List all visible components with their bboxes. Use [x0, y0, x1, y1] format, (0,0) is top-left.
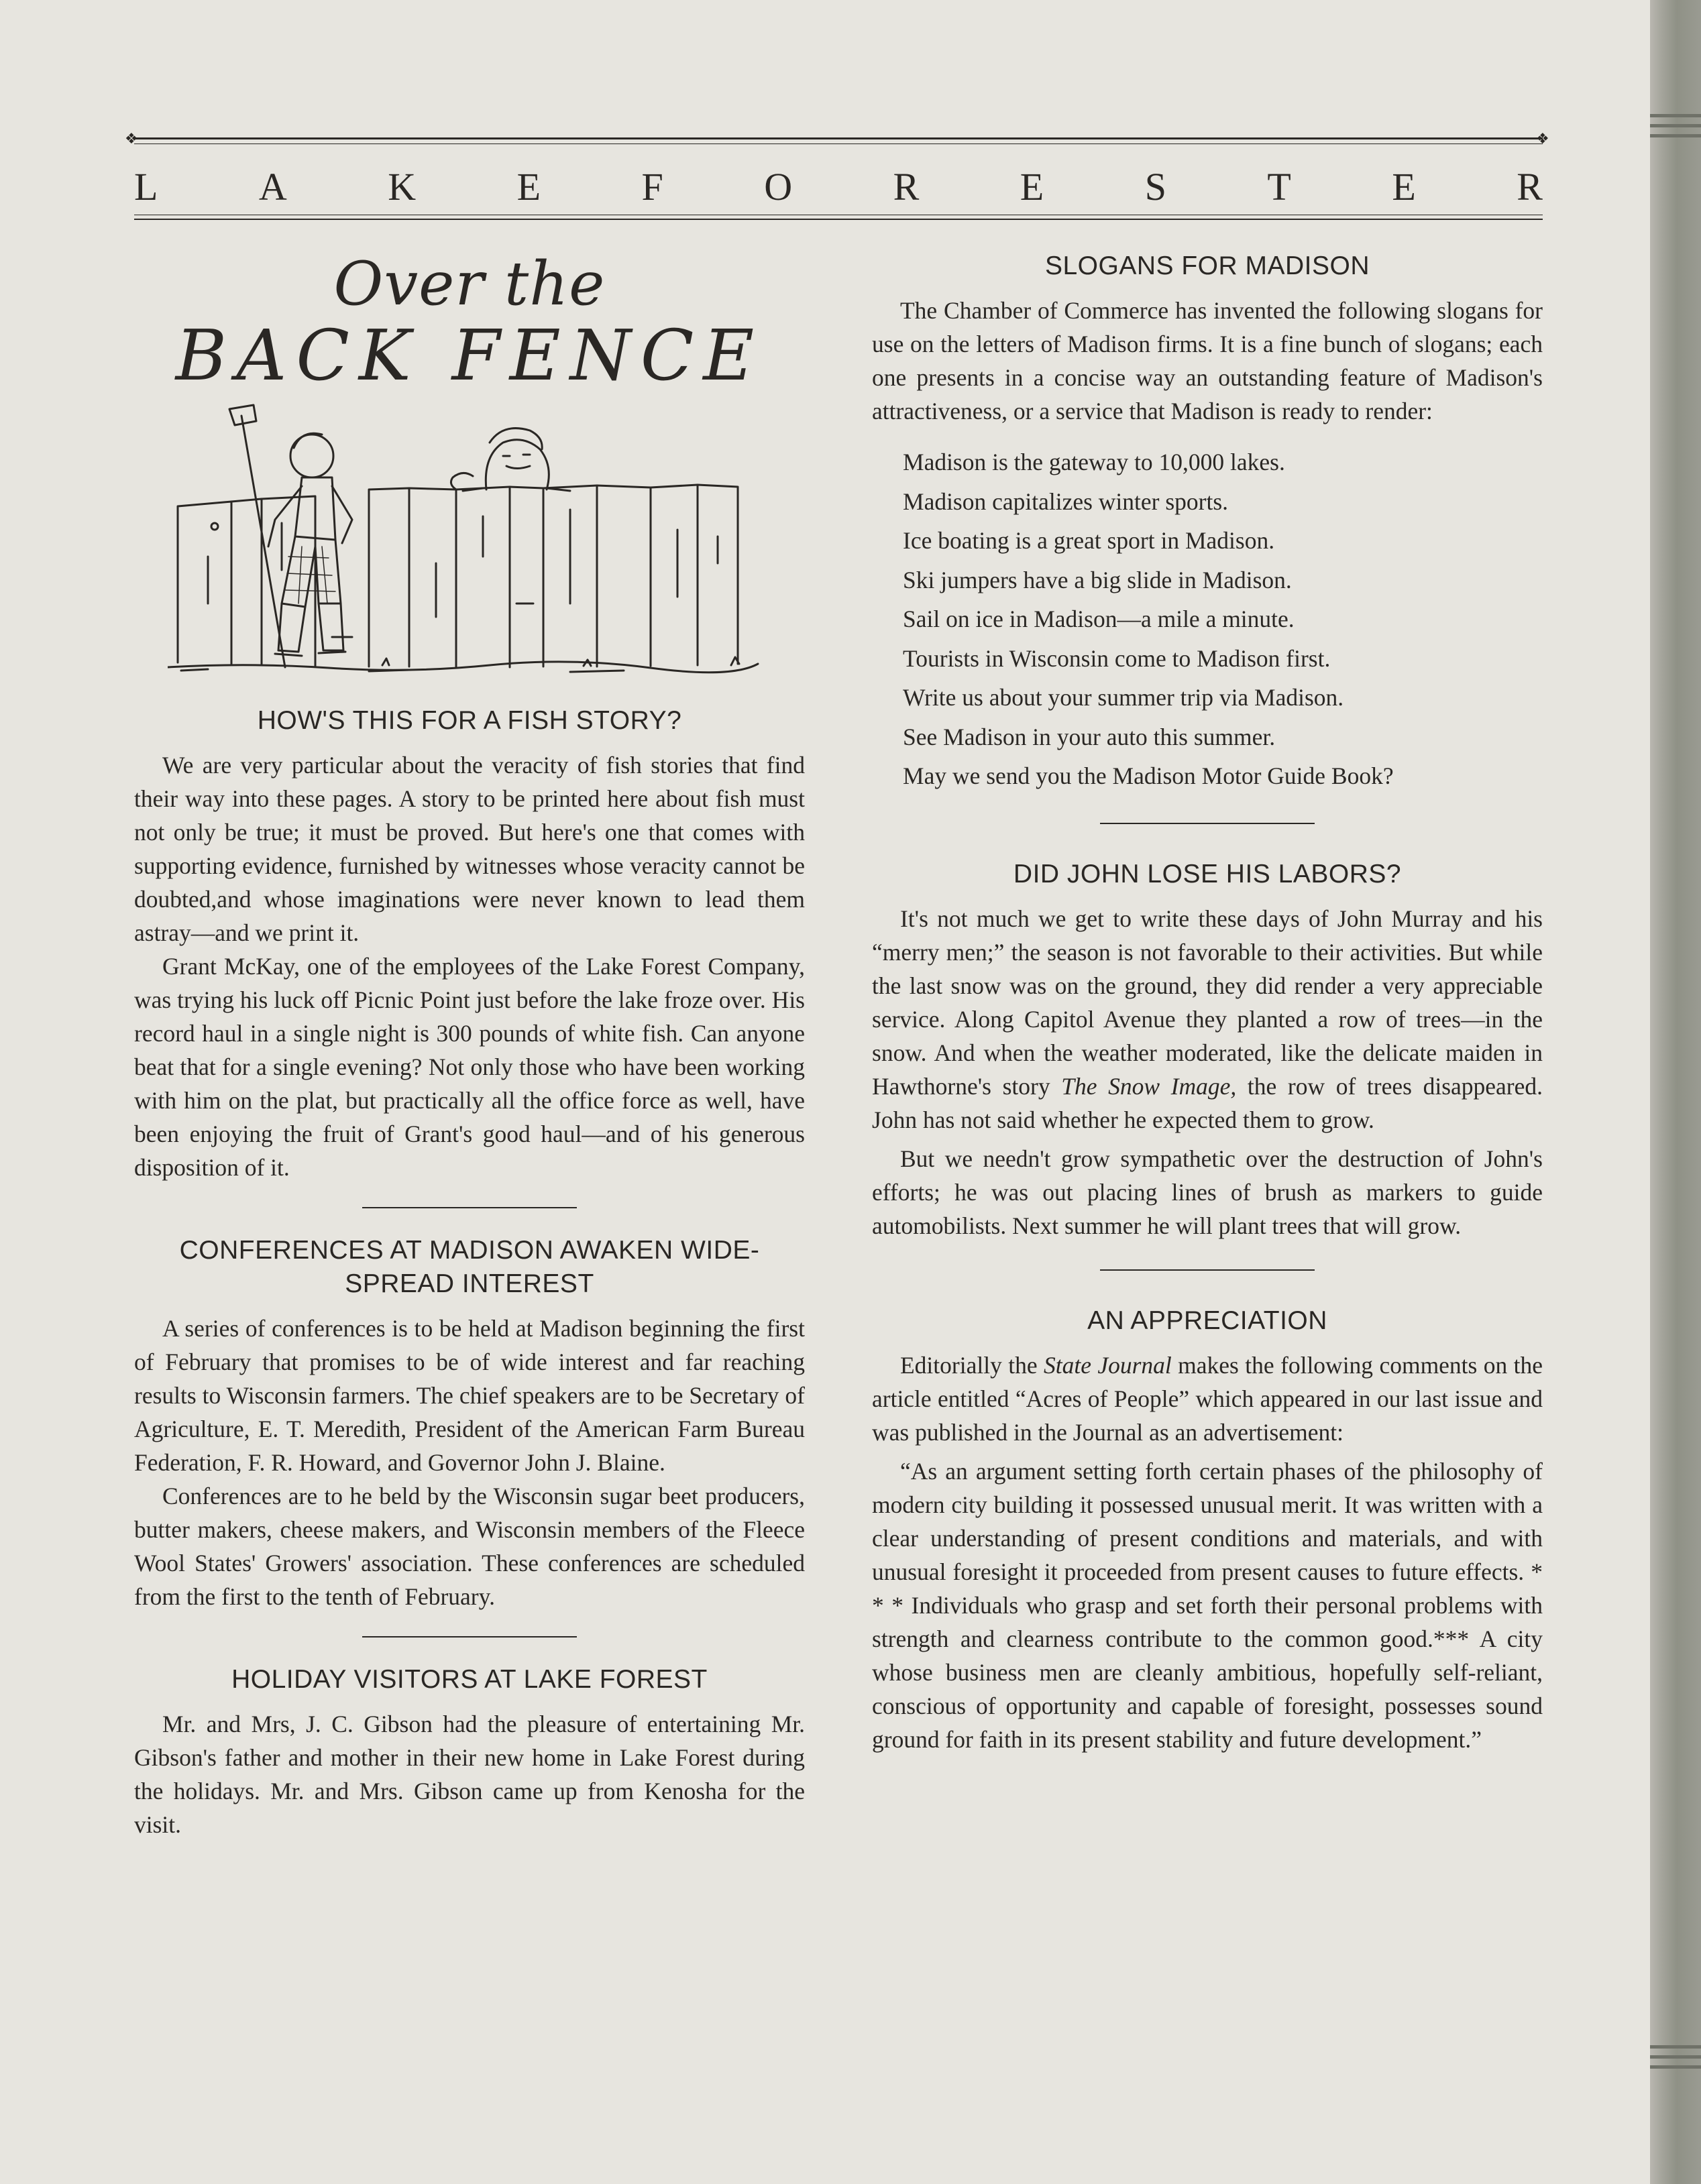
john-labors-paragraph — [872, 902, 1543, 1137]
newspaper-title: State Journal — [1043, 1351, 1172, 1379]
slogan-item: Madison capitalizes winter sports. — [903, 487, 1229, 515]
ornament-diamond-icon: ❖ — [125, 131, 138, 148]
john-labors-text: It's not much we get to write these days of John Murray and his “merry men;” the season is not favorable to their activities. But while the last snow was on the ground, they did render a very appreciable service. Along Capitol Avenue they planted a row of trees—in the snow. And when the weather moderated, like the delicate maiden in Hawthorne's story — [872, 905, 1543, 1100]
masthead-letter: F — [641, 164, 663, 209]
slogan-list — [872, 443, 1543, 796]
masthead-letter: K — [388, 164, 417, 209]
slogan-item: Ice boating is a great sport in Madison. — [903, 527, 1275, 554]
ornament-diamond-icon: ❖ — [1536, 131, 1549, 148]
slogan-item: Write us about your summer trip via Madison. — [903, 684, 1344, 711]
john-labors-heading: DID JOHN LOSE HIS LABORS? — [1013, 859, 1402, 888]
slogan-item: May we send you the Madison Motor Guide Book? — [903, 762, 1394, 789]
slogan-item: See Madison in your auto this summer. — [903, 723, 1276, 750]
slogans-heading: SLOGANS FOR MADISON — [1044, 251, 1370, 280]
left-column — [134, 241, 805, 1841]
slogan-item: Tourists in Wisconsin come to Madison first. — [903, 644, 1331, 672]
masthead-letter: E — [1392, 164, 1416, 209]
slogan-item: Sail on ice in Madison—a mile a minute. — [903, 606, 1295, 632]
masthead-letter: E — [516, 164, 541, 209]
story-title: The Snow Image, — [1061, 1072, 1237, 1100]
conferences-paragraph: Conferences are to he beld by the Wisconsin sugar beet producers, butter makers, cheese makers, and Wisconsin members of the Fleece Wool States' Growers' association. These conferences are scheduled from the first to the tenth of February. — [134, 1483, 805, 1610]
masthead-letter: R — [1517, 164, 1543, 209]
right-column — [872, 249, 1543, 1756]
binding-spine — [1650, 0, 1701, 2184]
appreciation-text: makes the following comments on the article entitled “Acres of People” which appeared in our last issue and was published in the Journal as an advertisement: — [872, 1351, 1543, 1446]
section-divider — [362, 1636, 577, 1637]
masthead-letter: L — [134, 164, 158, 209]
masthead-letter: O — [764, 164, 793, 209]
feature-title-line-2: BACK FENCE — [175, 314, 764, 396]
section-divider — [1100, 823, 1315, 824]
masthead — [134, 160, 1543, 213]
masthead-letter: A — [258, 164, 287, 209]
section-divider — [1100, 1269, 1315, 1271]
appreciation-paragraph — [872, 1348, 1543, 1449]
slogan-item: Ski jumpers have a big slide in Madison. — [903, 566, 1292, 593]
appreciation-text: Editorially the — [900, 1351, 1044, 1379]
john-labors-text: the row of trees disappeared. John has not said whether he expected them to grow. — [872, 1072, 1543, 1133]
back-fence-cartoon-illustration — [168, 402, 771, 684]
masthead-letter: T — [1267, 164, 1291, 209]
fish-story-paragraph: We are very particular about the veracity of fish stories that find their way into these pages. A story to be printed here about fish must not only be true; it must be proved. But here's one that comes with supporting evidence, furnished by witnesses whose veracity cannot be doubted,and whose imaginations were never known to lead them astray—and we print it. — [134, 752, 805, 946]
slogan-item: Madison is the gateway to 10,000 lakes. — [903, 449, 1285, 475]
masthead-letter: E — [1020, 164, 1044, 209]
holiday-visitors-paragraph: Mr. and Mrs, J. C. Gibson had the pleasure of entertaining Mr. Gibson's father and mother in their new home in Lake Forest during the holidays. Mr. and Mrs. Gibson came up from Kenosha for the visit. — [134, 1711, 805, 1838]
section-divider — [362, 1207, 577, 1208]
masthead-letter: S — [1144, 164, 1166, 209]
appreciation-quote: “As an argument setting forth certain phases of the philosophy of modern city building it possessed unusual merit. It was written with a clear understanding of present conditions and materials, and with unusual foresight it proceeded from present causes to future effects. * * * Individuals who grasp and set forth their personal problems with strength and clearness contribute to the common good.*** A city whose business men are cleanly ambitious, hopefully self-reliant, conscious of opportunity and capable of foresight, possesses sound ground for faith in its present stability and future development.” — [872, 1457, 1543, 1753]
holiday-visitors-heading: HOLIDAY VISITORS AT LAKE FOREST — [231, 1665, 708, 1694]
john-labors-paragraph: But we needn't grow sympathetic over the destruction of John's efforts; he was out placing lines of brush as markers to guide automobilists. Next summer he will plant trees that will grow. — [872, 1145, 1543, 1239]
masthead-top-rule — [134, 137, 1543, 144]
masthead-letter: R — [893, 164, 920, 209]
feature-title-line-1: Over the — [333, 249, 606, 319]
appreciation-heading: AN APPRECIATION — [1087, 1306, 1327, 1335]
feature-title-block — [134, 241, 805, 704]
fish-story-paragraph: Grant McKay, one of the employees of the Lake Forest Company, was trying his luck off Picnic Point just before the lake froze over. His record haul in a single night is 300 pounds of white fish. Can anyone beat that for a single evening? Not only those who have been working with him on the plat, but practically all the office force as well, have been enjoying the fruit of Grant's good haul—and of his generous disposition of it. — [134, 953, 805, 1181]
fish-story-heading: HOW'S THIS FOR A FISH STORY? — [257, 706, 682, 735]
slogans-intro: The Chamber of Commerce has invented the following slogans for use on the letters of Madison firms. It is a fine bunch of slogans; each one presents in a concise way an outstanding feature of Madison's attractiveness, or a service that Madison is ready to render: — [872, 297, 1543, 424]
masthead-bottom-rule — [134, 215, 1543, 220]
conferences-paragraph: A series of conferences is to be held at Madison beginning the first of February that promises to be of wide interest and far reaching results to Wisconsin farmers. The chief speakers are to be Secretary of Agriculture, E. T. Meredith, President of the American Farm Bureau Federation, F. R. Howard, and Governor John J. Blaine. — [134, 1315, 805, 1476]
conferences-heading: CONFERENCES AT MADISON AWAKEN WIDE-SPREAD INTEREST — [179, 1236, 760, 1298]
